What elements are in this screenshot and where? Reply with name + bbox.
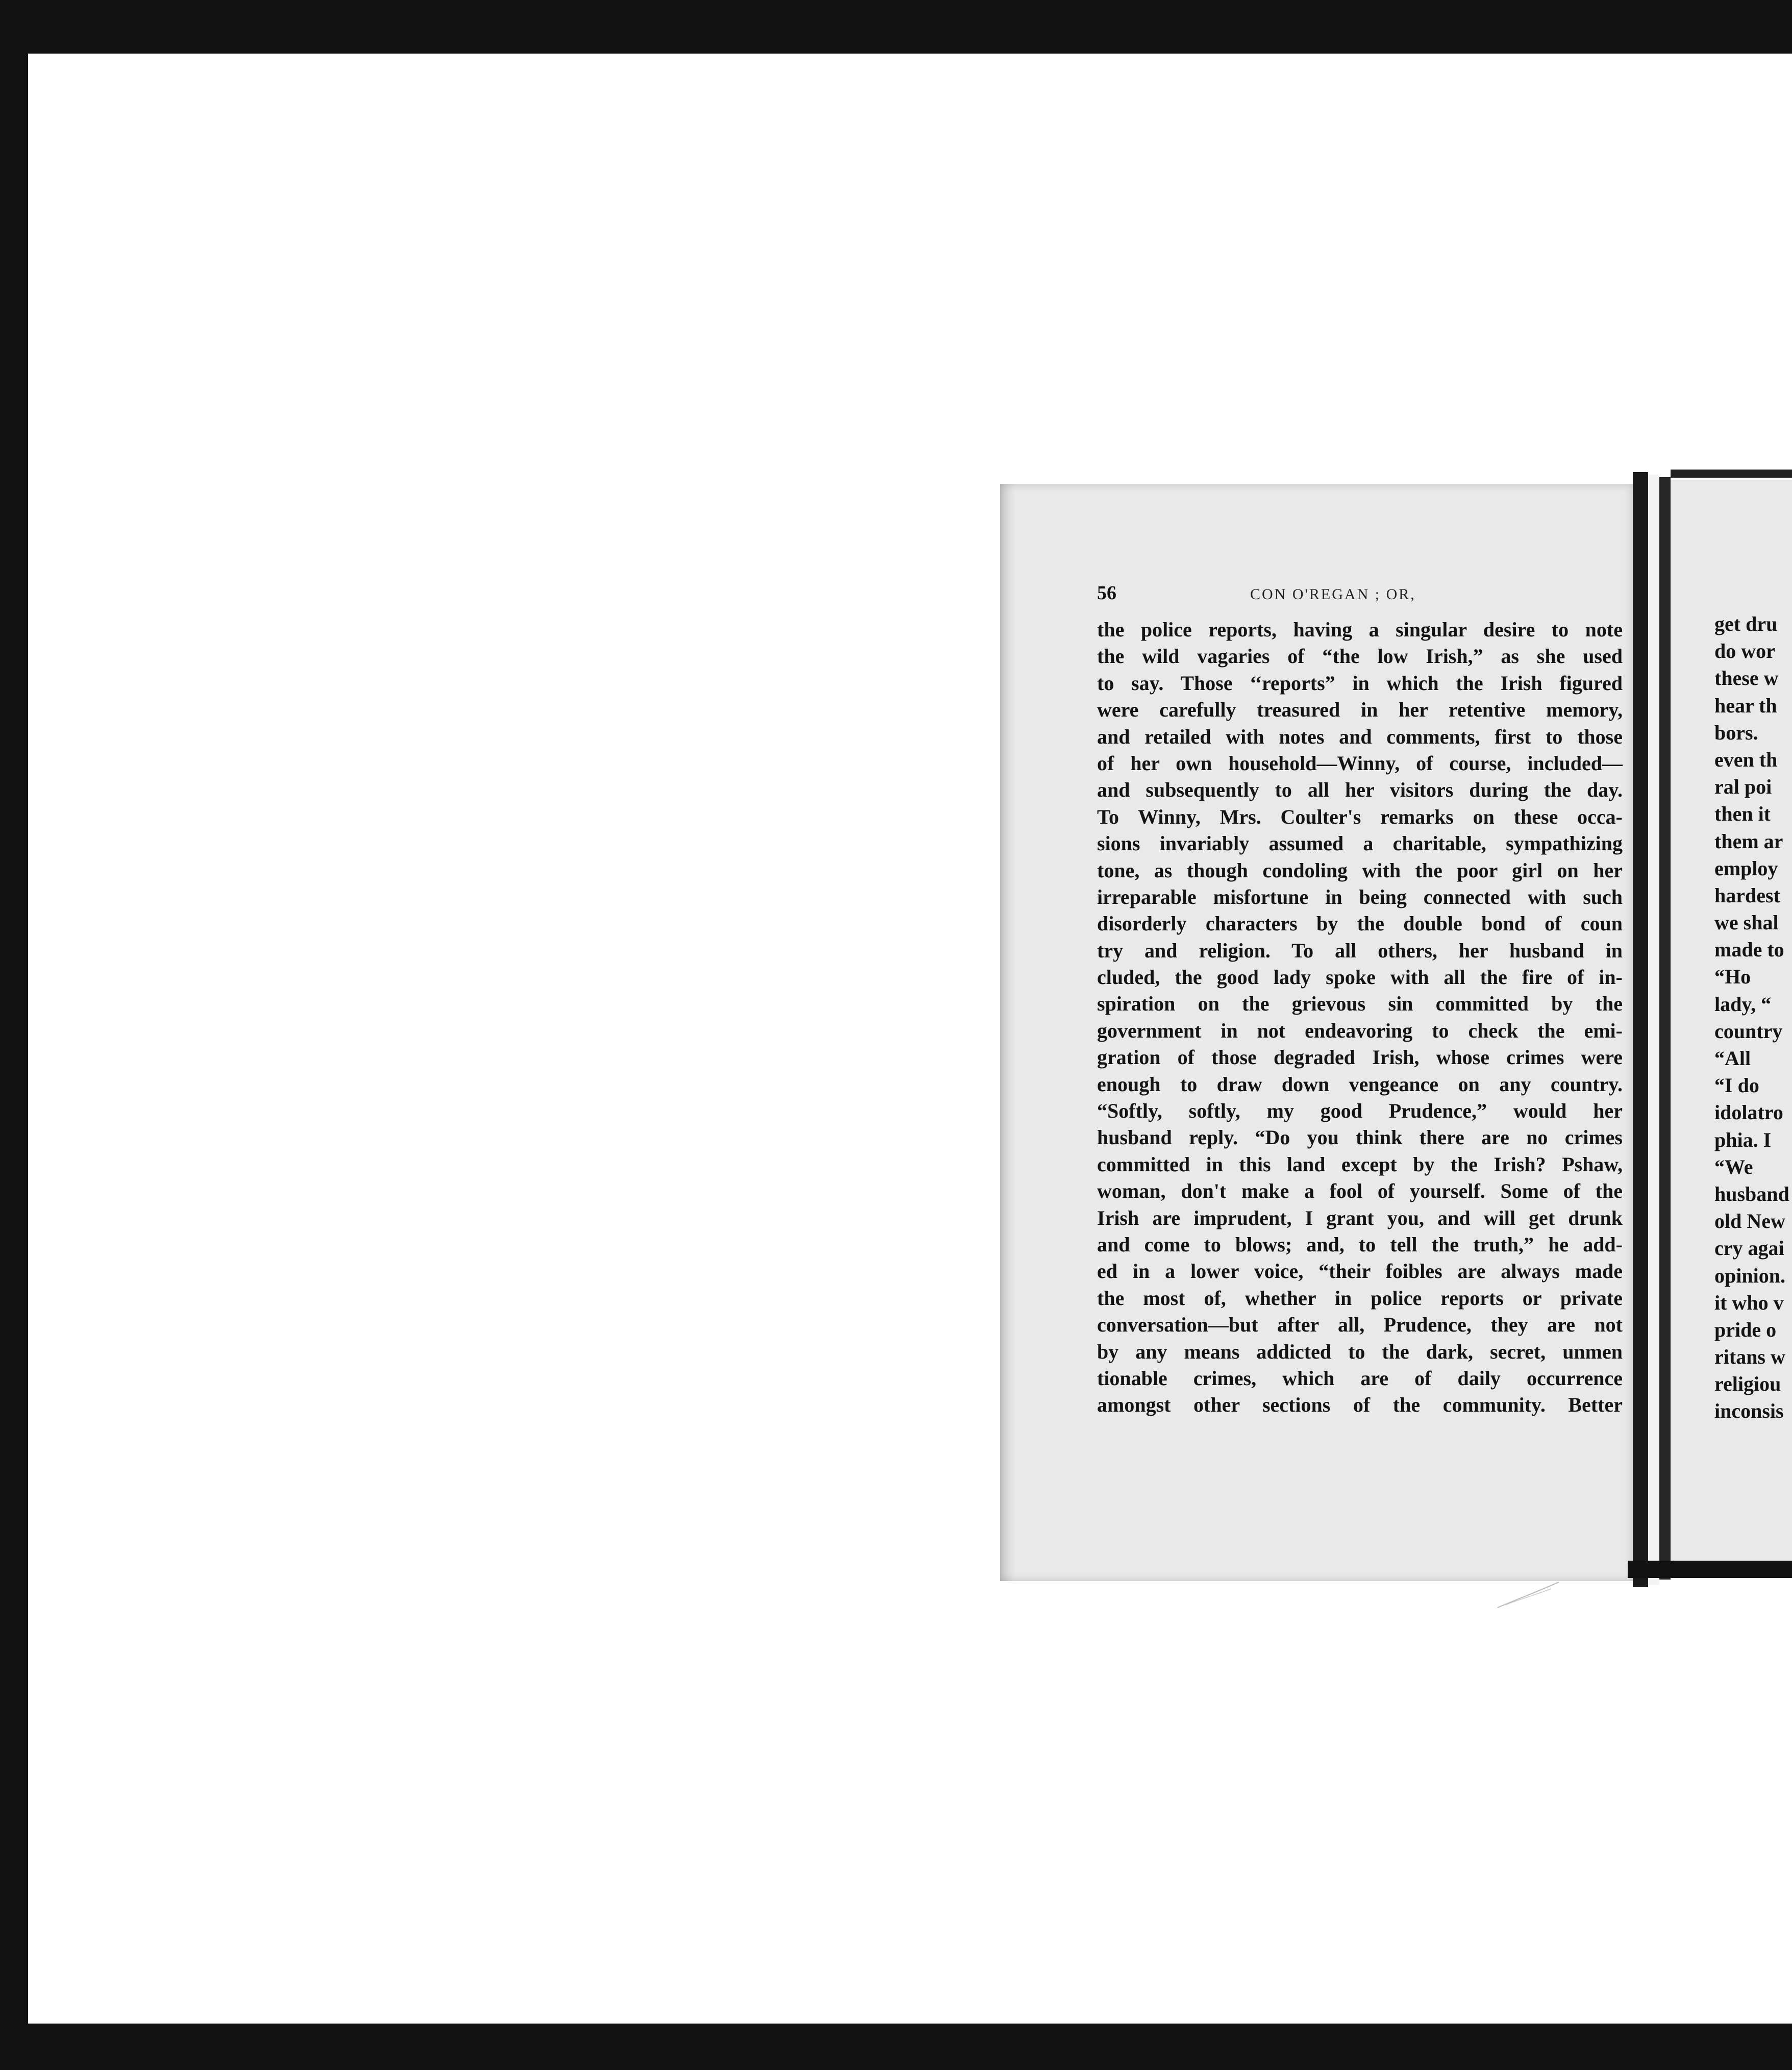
text-line: do wor — [1714, 639, 1775, 663]
right-page-top-edge — [1671, 470, 1792, 478]
text-line: conversation—but after all, Prudence, they are not — [1097, 1313, 1623, 1337]
text-line: disorderly characters by the double bond of coun — [1097, 912, 1623, 935]
text-line: sions invariably assumed a charitable, sympathizing — [1097, 832, 1623, 855]
page-header — [1097, 582, 1612, 618]
left-page-body-text — [1097, 617, 1623, 1419]
text-line: enough to draw down vengeance on any country. — [1097, 1072, 1623, 1096]
text-line: to say. Those ‘‘reports” in which the Irish figured — [1097, 671, 1623, 695]
text-line: government in not endeavoring to check the emi- — [1097, 1019, 1623, 1042]
text-line: hear th — [1714, 694, 1777, 717]
text-line: amongst other sections of the community. Better — [1097, 1393, 1623, 1417]
text-line: and retailed with notes and comments, first to those — [1097, 725, 1623, 748]
text-line: pride o — [1714, 1318, 1777, 1341]
right-page-body-text — [1714, 610, 1792, 1425]
text-line: irreparable misfortune in being connected with such — [1097, 885, 1623, 908]
gutter-shadow — [1659, 477, 1671, 1580]
text-line: cry agai — [1714, 1237, 1784, 1260]
scan-border-bottom — [0, 2024, 1792, 2070]
text-line: old New — [1714, 1210, 1785, 1233]
text-line: the police reports, having a singular desire to note — [1097, 618, 1623, 641]
text-line: these w — [1714, 667, 1779, 690]
text-line: committed in this land except by the Irish? Pshaw, — [1097, 1152, 1623, 1176]
running-head: CON O'REGAN ; OR, — [1250, 586, 1416, 603]
text-line: by any means addicted to the dark, secret, unmen — [1097, 1340, 1623, 1363]
text-line: ed in a lower voice, “their foibles are always made — [1097, 1260, 1623, 1283]
text-line: husband reply. “Do you think there are no crimes — [1097, 1126, 1623, 1149]
text-line: inconsis — [1714, 1399, 1784, 1423]
text-line: “All — [1714, 1047, 1751, 1070]
text-line: religiou — [1714, 1372, 1781, 1396]
left-page-edge-shadow — [1000, 484, 1015, 1581]
text-line: we shal — [1714, 911, 1779, 934]
text-line: husband — [1714, 1182, 1789, 1205]
text-line: opinion. — [1714, 1264, 1785, 1287]
text-line: “Softly, softly, my good Prudence,” would her — [1097, 1099, 1623, 1123]
text-line: the wild vagaries of “the low Irish,” as she used — [1097, 645, 1623, 668]
text-line: idolatro — [1714, 1101, 1783, 1124]
page-number: 56 — [1097, 582, 1116, 604]
text-line: “I do — [1714, 1074, 1759, 1097]
text-line: hardest — [1714, 883, 1780, 907]
text-line: phia. I — [1714, 1128, 1772, 1151]
scan-border-left — [0, 54, 28, 2024]
text-line: “Ho — [1714, 965, 1751, 989]
text-line: the most of, whether in police reports or private — [1097, 1286, 1623, 1310]
text-line: “We — [1714, 1155, 1753, 1178]
text-line: employ — [1714, 856, 1778, 880]
text-line: To Winny, Mrs. Coulter's remarks on these occa- — [1097, 805, 1623, 828]
text-line: woman, don't make a fool of yourself. Some of the — [1097, 1179, 1623, 1203]
text-line: then it — [1714, 802, 1771, 826]
text-line: and come to blows; and, to tell the truth,” he add- — [1097, 1233, 1623, 1256]
text-line: tionable crimes, which are of daily occurrence — [1097, 1366, 1623, 1390]
text-line: it who v — [1714, 1291, 1784, 1314]
text-line: get dru — [1714, 612, 1778, 635]
text-line: tone, as though condoling with the poor girl on her — [1097, 858, 1623, 882]
gutter-highlight — [1648, 475, 1659, 1585]
text-line: cluded, the good lady spoke with all the fire of in- — [1097, 966, 1623, 989]
text-line: of her own household—Winny, of course, included— — [1097, 751, 1623, 775]
text-line: gration of those degraded Irish, whose crimes were — [1097, 1046, 1623, 1069]
book-bottom-edge — [1628, 1561, 1792, 1578]
text-line: spiration on the grievous sin committed by the — [1097, 992, 1623, 1016]
text-line: were carefully treasured in her retentive memory, — [1097, 698, 1623, 722]
book-spine — [1633, 472, 1648, 1587]
text-line: them ar — [1714, 829, 1783, 853]
text-line: country — [1714, 1019, 1783, 1043]
text-line: ral poi — [1714, 775, 1772, 799]
text-line: even th — [1714, 748, 1778, 771]
text-line: ritans w — [1714, 1345, 1785, 1369]
text-line: bors. — [1714, 721, 1758, 744]
paper-scratch-mark — [1495, 1580, 1561, 1610]
text-line: Irish are imprudent, I grant you, and will get drunk — [1097, 1206, 1623, 1229]
text-line: try and religion. To all others, her husband in — [1097, 939, 1623, 962]
text-line: and subsequently to all her visitors during the day. — [1097, 778, 1623, 802]
text-line: lady, “ — [1714, 992, 1772, 1016]
scan-border-top — [0, 0, 1792, 54]
text-line: made to — [1714, 938, 1784, 962]
